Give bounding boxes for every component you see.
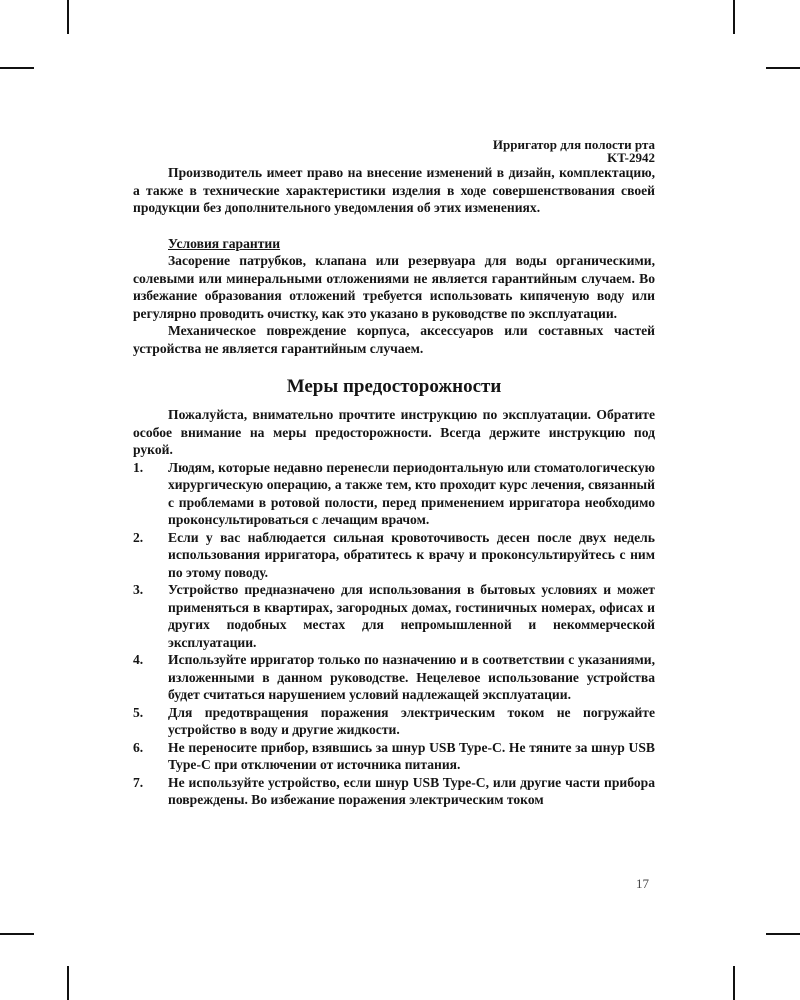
crop-mark-top-left xyxy=(67,0,69,34)
list-item xyxy=(133,581,655,651)
crop-mark-top-right xyxy=(733,0,735,34)
running-header xyxy=(133,138,655,164)
header-title: Ирригатор для полости рта xyxy=(492,137,655,152)
crop-mark-bottom-left xyxy=(67,966,69,1000)
list-item xyxy=(133,704,655,739)
list-item xyxy=(133,459,655,529)
list-item-text: Не используйте устройство, если шнур USB Type-C, или другие части прибора повреждены. Во избежание поражения электрическим током xyxy=(168,774,655,807)
list-item xyxy=(133,739,655,774)
crop-mark-right-upper xyxy=(766,67,800,69)
warranty-heading: Условия гарантии xyxy=(168,235,281,251)
precautions-intro: Пожалуйста, внимательно прочтите инструкцию по эксплуатации. Обратите особое внимание на меры предосторожности. Всегда держите инструкцию под рукой. xyxy=(133,407,655,457)
list-item-text: Не переносите прибор, взявшись за шнур USB Type-C. Не тяните за шнур USB Type-C при отключении от источника питания. xyxy=(168,739,655,772)
list-item-text: Для предотвращения поражения электрическим током не погружайте устройство в воду и другие жидкости. xyxy=(168,704,655,737)
list-item-number: 5. xyxy=(133,704,144,720)
list-item-number: 2. xyxy=(133,529,144,545)
crop-mark-bottom-right xyxy=(733,966,735,1000)
list-item xyxy=(133,774,655,809)
list-item-number: 3. xyxy=(133,582,144,597)
list-item-number: 6. xyxy=(133,739,144,755)
list-item-number: 1. xyxy=(133,459,144,475)
section-title: Меры предосторожности xyxy=(286,376,502,397)
list-item-text: Людям, которые недавно перенесли периодонтальную или стоматологическую хирургическую операцию, а также тем, кто проходит курс лечения, связанный с проблемами в ротовой полости, перед применением ирригатора необходимо проконсультироваться с лечащим врачом. xyxy=(168,459,655,527)
document-page xyxy=(133,138,655,809)
list-item-text: Устройство предназначено для использования в бытовых условиях и может применяться в квартирах, загородных домах, гостиничных номерах, офисах и других подобных местах для непромышленной и некоммерческой эксплуатации. xyxy=(168,582,655,650)
list-item-number: 7. xyxy=(133,774,144,790)
page-number: 17 xyxy=(636,876,649,891)
header-model: KT-2942 xyxy=(607,150,655,165)
list-item-text: Используйте ирригатор только по назначению и в соответствии с указаниями, изложенными в данном руководстве. Нецелевое использование устройства будет считаться нарушением условий надлежащей эксплуатации. xyxy=(168,652,655,702)
crop-mark-left-upper xyxy=(0,67,34,69)
list-item xyxy=(133,529,655,582)
precautions-list xyxy=(133,459,655,809)
list-item-number: 4. xyxy=(133,652,144,667)
list-item xyxy=(133,651,655,704)
list-item-text: Если у вас наблюдается сильная кровоточивость десен после двух недель использования ирригатора, обратитесь к врачу и проконсультируйтесь с ним по этому поводу. xyxy=(168,529,655,580)
warranty-paragraph: Механическое повреждение корпуса, аксессуаров или составных частей устройства не является гарантийным случаем. xyxy=(133,323,655,356)
intro-paragraph: Производитель имеет право на внесение изменений в дизайн, комплектацию, а также в технические характеристики изделия в ходе совершенствования своей продукции без дополнительного уведомления об этих изменениях. xyxy=(133,165,655,215)
crop-mark-right-lower xyxy=(766,933,800,935)
crop-mark-left-lower xyxy=(0,933,34,935)
warranty-paragraph: Засорение патрубков, клапана или резервуара для воды органическими, солевыми или минеральными отложениями не является гарантийным случаем. Во избежание образования отложений требуется использовать кипяченую воду или регулярно проводить очистку, как это указано в руководстве по эксплуатации. xyxy=(133,253,655,321)
